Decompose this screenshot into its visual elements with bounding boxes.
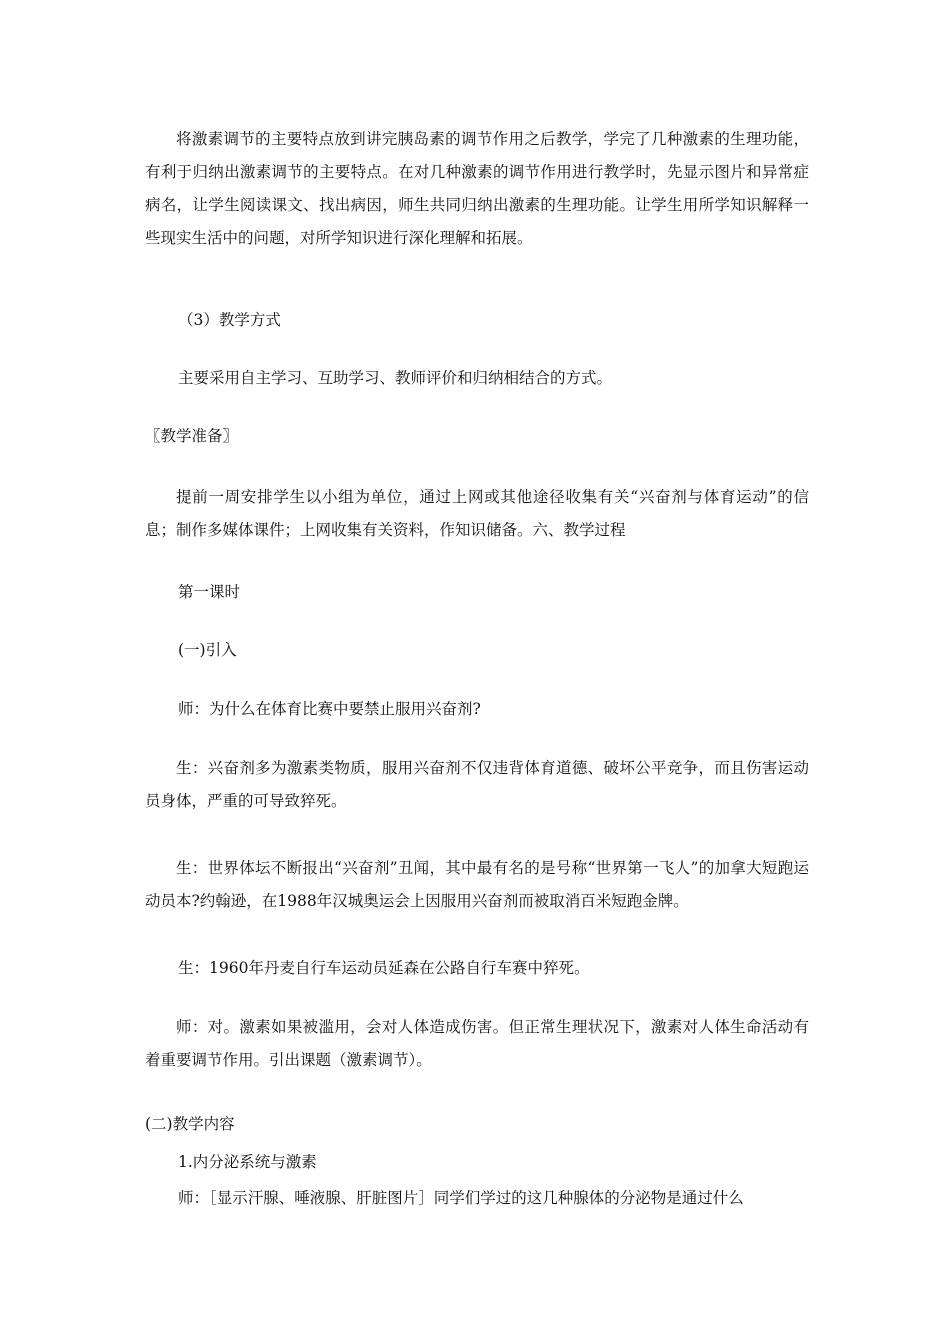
paragraph-preparation: 提前一周安排学生以小组为单位，通过上网或其他途径收集有关“兴奋剂与体育运动”的信息；制作多媒体课件；上网收集有关资料，作知识储备。六、教学过程 (145, 488, 809, 539)
dialogue-teacher-summary: 师：对。激素如果被滥用，会对人体造成伤害。但正常生理状况下，激素对人体生命活动有着重要调节作用。引出课题（激素调节）。 (145, 1018, 809, 1069)
heading-first-lesson: 第一课时 (178, 583, 241, 601)
dialogue-student-answer-3: 生：1960年丹麦自行车运动员延森在公路自行车赛中猝死。 (178, 959, 590, 977)
heading-endocrine-system: 1.内分泌系统与激素 (178, 1153, 317, 1171)
dialogue-teacher-question: 师：为什么在体育比赛中要禁止服用兴奋剂? (178, 700, 481, 718)
paragraph-teaching-method: 主要采用自主学习、互助学习、教师评价和归纳相结合的方式。 (178, 369, 613, 387)
heading-teaching-method: （3）教学方式 (178, 311, 281, 329)
dialogue-student-answer-1: 生：兴奋剂多为激素类物质，服用兴奋剂不仅违背体育道德、破坏公平竞争，而且伤害运动员身体，严重的可导致猝死。 (145, 759, 809, 810)
heading-introduction: (一)引入 (178, 641, 237, 659)
dialogue-student-answer-2: 生：世界体坛不断报出“兴奋剂”丑闻，其中最有名的是号称“世界第一飞人”的加拿大短跑运动员本?约翰逊，在1988年汉城奥运会上因服用兴奋剂而被取消百米短跑金牌。 (145, 859, 809, 910)
paragraph-hormone-features: 将激素调节的主要特点放到讲完胰岛素的调节作用之后教学，学完了几种激素的生理功能，有利于归纳出激素调节的主要特点。在对几种激素的调节作用进行教学时，先显示图片和异常症病名，让学生阅读课文、找出病因，师生共同归纳出激素的生理功能。让学生用所学知识解释一些现实生活中的问题，对所学知识进行深化理解和拓展。 (145, 130, 809, 247)
dialogue-teacher-gland-question: 师：［显示汗腺、唾液腺、肝脏图片］同学们学过的这几种腺体的分泌物是通过什么 (178, 1189, 744, 1207)
heading-teaching-content: (二)教学内容 (145, 1115, 235, 1133)
heading-teaching-preparation: 〖教学准备〗 (145, 427, 239, 445)
